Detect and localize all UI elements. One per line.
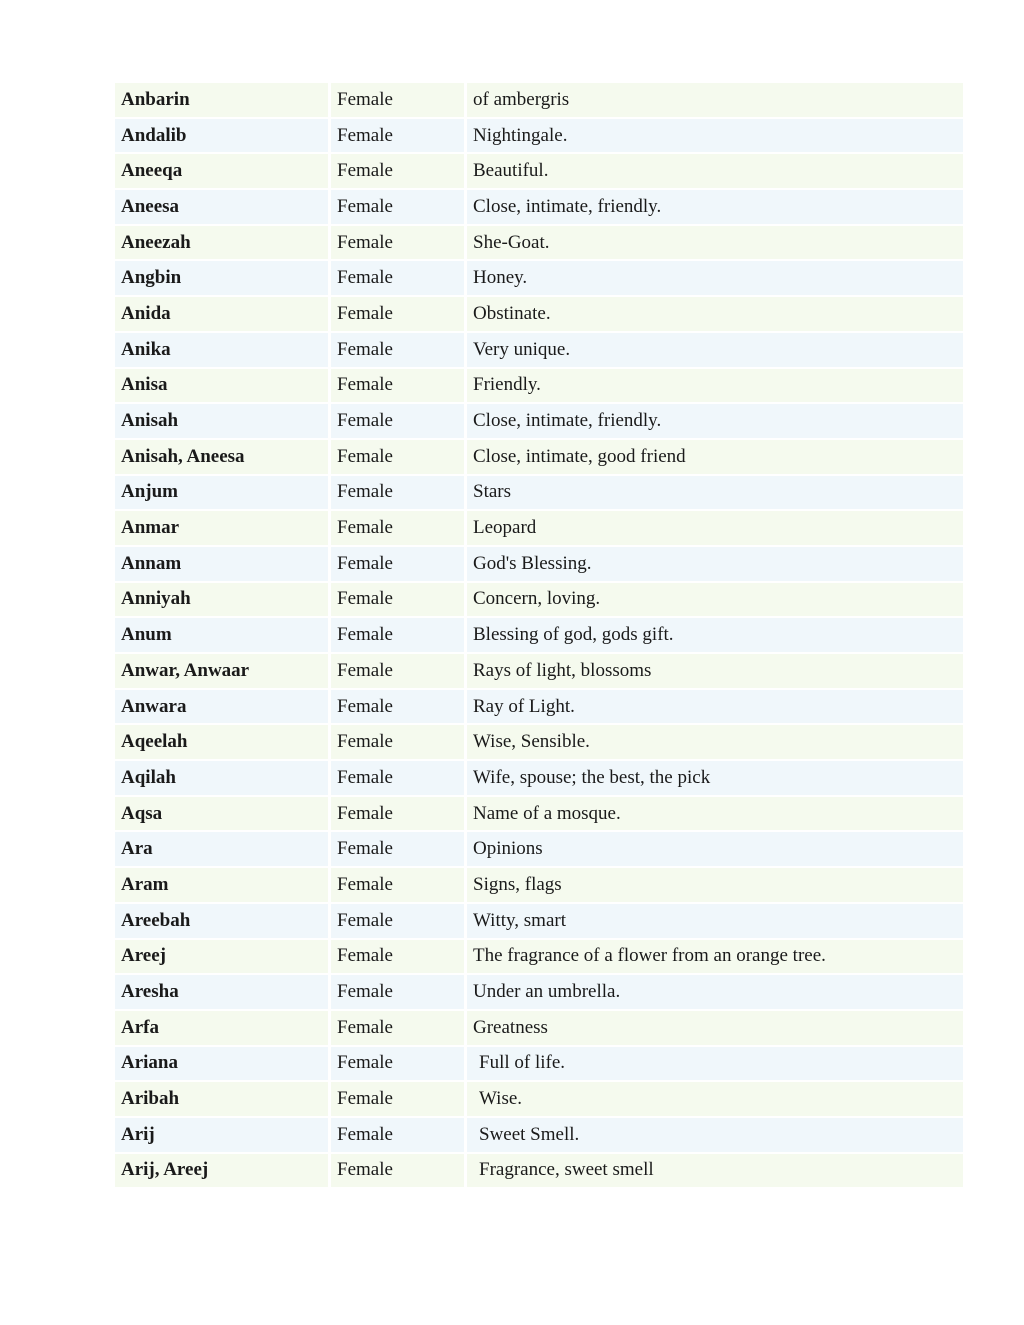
name-cell: Anida: [115, 297, 328, 331]
table-row: [115, 440, 963, 474]
name-cell: Aneezah: [115, 226, 328, 260]
table-row: [115, 119, 963, 153]
name-cell: Aqsa: [115, 797, 328, 831]
table-row: [115, 725, 963, 759]
table-row: [115, 1011, 963, 1045]
gender-cell: Female: [331, 261, 464, 295]
meaning-cell: Ray of Light.: [467, 690, 963, 724]
table-row: [115, 476, 963, 510]
name-cell: Anisa: [115, 369, 328, 403]
meaning-cell: Full of life.: [467, 1047, 963, 1081]
meaning-cell: Greatness: [467, 1011, 963, 1045]
name-cell: Aresha: [115, 975, 328, 1009]
meaning-cell: Close, intimate, good friend: [467, 440, 963, 474]
name-cell: Anmar: [115, 511, 328, 545]
name-cell: Anbarin: [115, 83, 328, 117]
table-row: [115, 975, 963, 1009]
table-row: [115, 404, 963, 438]
table-row: [115, 1118, 963, 1152]
table-row: [115, 226, 963, 260]
name-cell: Arij, Areej: [115, 1154, 328, 1188]
meaning-cell: Under an umbrella.: [467, 975, 963, 1009]
gender-cell: Female: [331, 511, 464, 545]
gender-cell: Female: [331, 868, 464, 902]
gender-cell: Female: [331, 940, 464, 974]
table-row: [115, 583, 963, 617]
meaning-cell: Leopard: [467, 511, 963, 545]
gender-cell: Female: [331, 119, 464, 153]
meaning-cell: Signs, flags: [467, 868, 963, 902]
table-row: [115, 1082, 963, 1116]
name-cell: Areebah: [115, 904, 328, 938]
gender-cell: Female: [331, 797, 464, 831]
table-row: [115, 297, 963, 331]
name-cell: Areej: [115, 940, 328, 974]
table-row: [115, 832, 963, 866]
table-row: [115, 690, 963, 724]
table-row: [115, 797, 963, 831]
name-cell: Arij: [115, 1118, 328, 1152]
meaning-cell: She-Goat.: [467, 226, 963, 260]
name-cell: Anwar, Anwaar: [115, 654, 328, 688]
table-row: [115, 868, 963, 902]
gender-cell: Female: [331, 1011, 464, 1045]
gender-cell: Female: [331, 547, 464, 581]
meaning-cell: Close, intimate, friendly.: [467, 404, 963, 438]
meaning-cell: Obstinate.: [467, 297, 963, 331]
meaning-cell: Friendly.: [467, 369, 963, 403]
meaning-cell: God's Blessing.: [467, 547, 963, 581]
table-row: [115, 1047, 963, 1081]
gender-cell: Female: [331, 583, 464, 617]
meaning-cell: Opinions: [467, 832, 963, 866]
meaning-cell: Sweet Smell.: [467, 1118, 963, 1152]
table-row: [115, 1154, 963, 1188]
gender-cell: Female: [331, 1047, 464, 1081]
meaning-cell: Beautiful.: [467, 154, 963, 188]
gender-cell: Female: [331, 761, 464, 795]
gender-cell: Female: [331, 618, 464, 652]
table-row: [115, 654, 963, 688]
gender-cell: Female: [331, 190, 464, 224]
name-cell: Aqeelah: [115, 725, 328, 759]
meaning-cell: Nightingale.: [467, 119, 963, 153]
meaning-cell: Very unique.: [467, 333, 963, 367]
name-cell: Angbin: [115, 261, 328, 295]
table-row: [115, 369, 963, 403]
gender-cell: Female: [331, 832, 464, 866]
name-cell: Anjum: [115, 476, 328, 510]
gender-cell: Female: [331, 297, 464, 331]
meaning-cell: Stars: [467, 476, 963, 510]
meaning-cell: of ambergris: [467, 83, 963, 117]
gender-cell: Female: [331, 904, 464, 938]
meaning-cell: Wise.: [467, 1082, 963, 1116]
name-cell: Arfa: [115, 1011, 328, 1045]
meaning-cell: Fragrance, sweet smell: [467, 1154, 963, 1188]
name-cell: Aneesa: [115, 190, 328, 224]
gender-cell: Female: [331, 333, 464, 367]
name-cell: Ariana: [115, 1047, 328, 1081]
gender-cell: Female: [331, 725, 464, 759]
name-cell: Ara: [115, 832, 328, 866]
meaning-cell: Wife, spouse; the best, the pick: [467, 761, 963, 795]
meaning-cell: Close, intimate, friendly.: [467, 190, 963, 224]
name-cell: Anika: [115, 333, 328, 367]
name-cell: Andalib: [115, 119, 328, 153]
gender-cell: Female: [331, 1154, 464, 1188]
gender-cell: Female: [331, 1118, 464, 1152]
name-cell: Aram: [115, 868, 328, 902]
table-row: [115, 83, 963, 117]
name-cell: Annam: [115, 547, 328, 581]
name-cell: Anwara: [115, 690, 328, 724]
gender-cell: Female: [331, 440, 464, 474]
meaning-cell: Rays of light, blossoms: [467, 654, 963, 688]
name-cell: Anum: [115, 618, 328, 652]
gender-cell: Female: [331, 654, 464, 688]
meaning-cell: Blessing of god, gods gift.: [467, 618, 963, 652]
name-cell: Anniyah: [115, 583, 328, 617]
table-row: [115, 940, 963, 974]
gender-cell: Female: [331, 1082, 464, 1116]
meaning-cell: The fragrance of a flower from an orange tree.: [467, 940, 963, 974]
gender-cell: Female: [331, 476, 464, 510]
table-row: [115, 190, 963, 224]
gender-cell: Female: [331, 154, 464, 188]
table-row: [115, 761, 963, 795]
table-row: [115, 261, 963, 295]
table-row: [115, 333, 963, 367]
table-row: [115, 618, 963, 652]
meaning-cell: Wise, Sensible.: [467, 725, 963, 759]
name-cell: Aqilah: [115, 761, 328, 795]
name-cell: Anisah, Aneesa: [115, 440, 328, 474]
meaning-cell: Concern, loving.: [467, 583, 963, 617]
name-cell: Aribah: [115, 1082, 328, 1116]
gender-cell: Female: [331, 83, 464, 117]
meaning-cell: Witty, smart: [467, 904, 963, 938]
gender-cell: Female: [331, 404, 464, 438]
gender-cell: Female: [331, 369, 464, 403]
table-row: [115, 547, 963, 581]
table-row: [115, 154, 963, 188]
names-table: [115, 83, 963, 1189]
gender-cell: Female: [331, 975, 464, 1009]
table-row: [115, 511, 963, 545]
gender-cell: Female: [331, 226, 464, 260]
name-cell: Anisah: [115, 404, 328, 438]
meaning-cell: Name of a mosque.: [467, 797, 963, 831]
gender-cell: Female: [331, 690, 464, 724]
name-cell: Aneeqa: [115, 154, 328, 188]
meaning-cell: Honey.: [467, 261, 963, 295]
table-row: [115, 904, 963, 938]
